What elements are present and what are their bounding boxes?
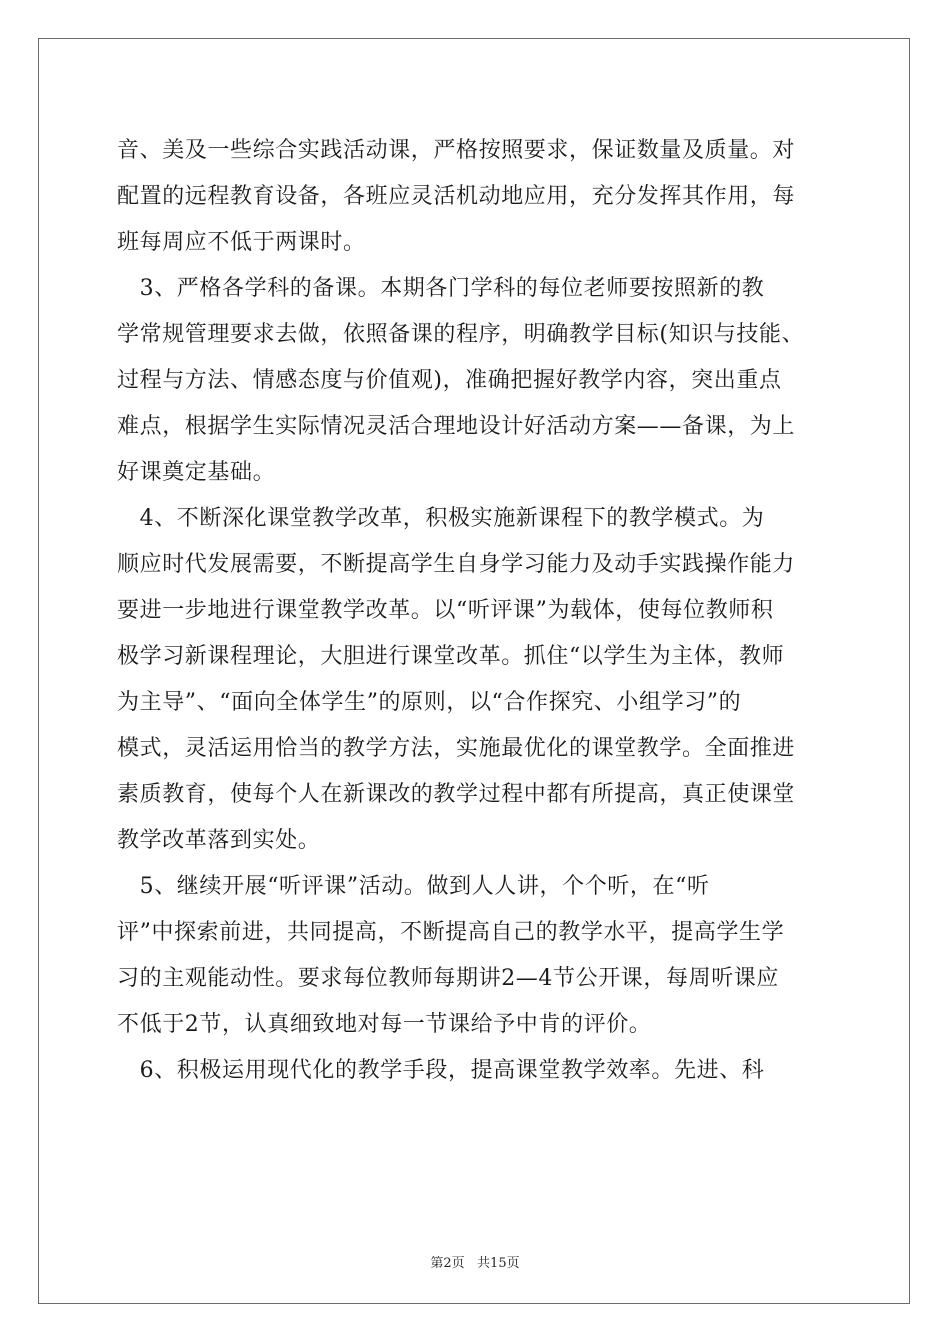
text-line: 3、严格各学科的备课。本期各门学科的每位老师要按照新的教 bbox=[117, 276, 765, 301]
text-line: 评”中探索前进，共同提高，不断提高自己的教学水平，提高学生学 bbox=[117, 920, 785, 945]
text-line: 习的主观能动性。要求每位教师每期讲2—4节公开课，每周听课应 bbox=[117, 966, 779, 991]
text-line: 教学改革落到实处。 bbox=[117, 828, 321, 853]
text-line: 4、不断深化课堂教学改革，积极实施新课程下的教学模式。为 bbox=[117, 506, 765, 531]
text-line: 模式，灵活运用恰当的教学方法，实施最优化的课堂教学。全面推进 bbox=[117, 736, 796, 761]
text-line: 难点，根据学生实际情况灵活合理地设计好活动方案——备课，为上 bbox=[117, 414, 796, 439]
text-line: 6、积极运用现代化的教学手段，提高课堂教学效率。先进、科 bbox=[117, 1058, 765, 1083]
page-footer: 第2页 共15页 bbox=[430, 1256, 520, 1271]
text-line: 顺应时代发展需要，不断提高学生自身学习能力及动手实践操作能力 bbox=[117, 552, 796, 577]
text-line: 不低于2节，认真细致地对每一节课给予中肯的评价。 bbox=[117, 1012, 652, 1037]
text-line: 班每周应不低于两课时。 bbox=[117, 230, 366, 255]
text-line: 极学习新课程理论，大胆进行课堂改革。抓住“以学生为主体，教师 bbox=[117, 644, 785, 669]
text-line: 音、美及一些综合实践活动课，严格按照要求，保证数量及质量。对 bbox=[117, 138, 796, 163]
text-line: 为主导”、“面向全体学生”的原则，以“合作探究、小组学习”的 bbox=[117, 690, 742, 715]
text-line: 要进一步地进行课堂教学改革。以“听评课”为载体，使每位教师积 bbox=[117, 598, 774, 623]
body-text bbox=[117, 128, 837, 1094]
text-line: 学常规管理要求去做，依照备课的程序，明确教学目标(知识与技能、 bbox=[117, 322, 805, 347]
text-line: 好课奠定基础。 bbox=[117, 460, 276, 485]
text-line: 5、继续开展“听评课”活动。做到人人讲，个个听，在“听 bbox=[117, 874, 710, 899]
text-line: 素质教育，使每个人在新课改的教学过程中都有所提高，真正使课堂 bbox=[117, 782, 796, 807]
text-line: 过程与方法、情感态度与价值观)，准确把握好教学内容，突出重点 bbox=[117, 368, 782, 393]
text-line: 配置的远程教育设备，各班应灵活机动地应用，充分发挥其作用，每 bbox=[117, 184, 796, 209]
